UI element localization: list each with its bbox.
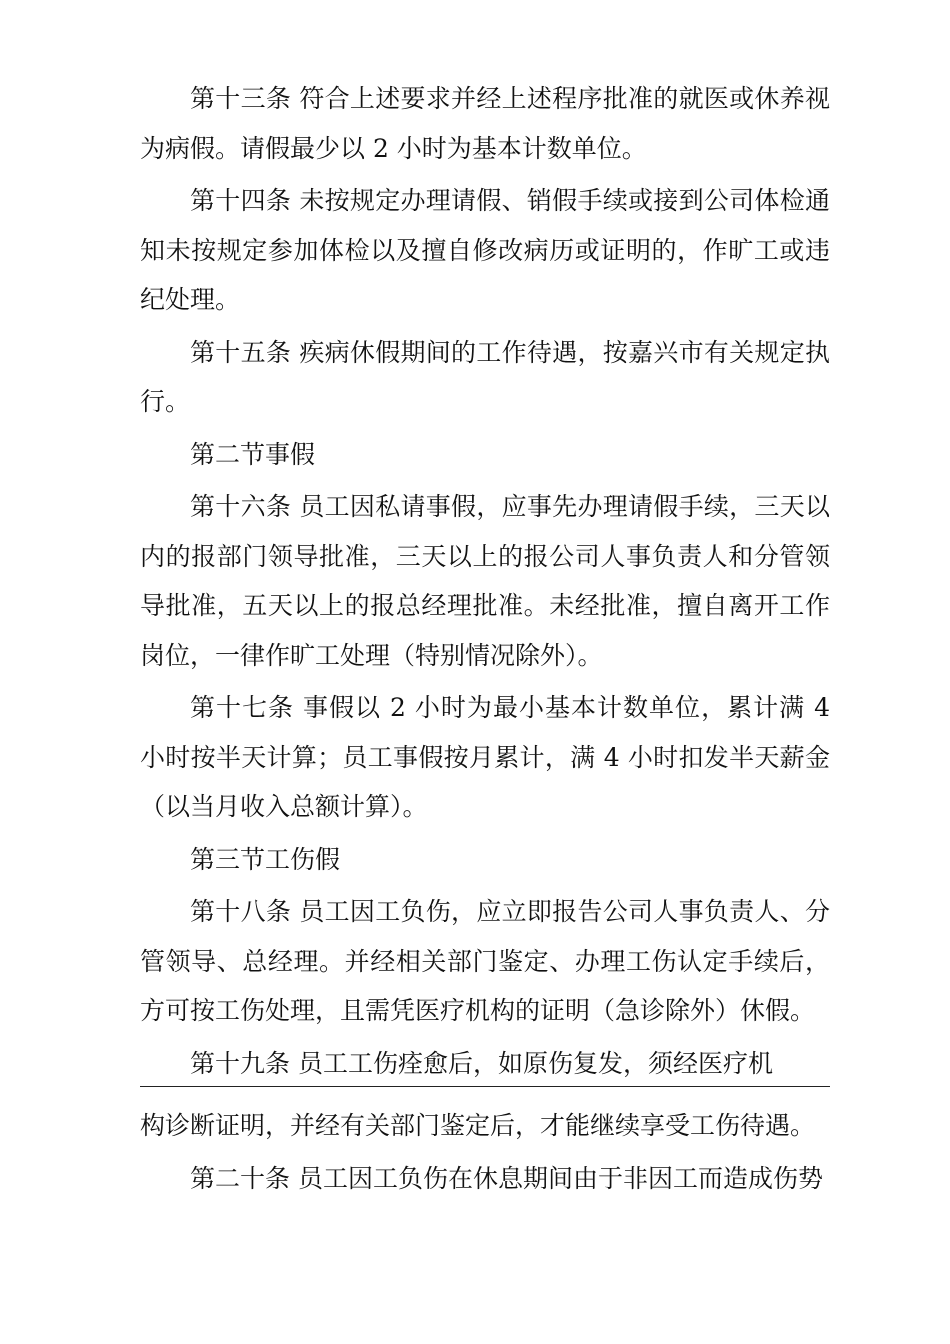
article-20: 第二十条 员工因工负伤在休息期间由于非因工而造成伤势	[190, 1163, 823, 1193]
document-body-bottom	[140, 1101, 830, 1206]
article-19-start: 第十九条 员工工伤痊愈后，如原伤复发，须经医疗机	[190, 1048, 773, 1078]
article-13: 第十三条 符合上述要求并经上述程序批准的就医或休养视为病假。请假最少以 2 小时为基本计数单位。	[140, 84, 830, 163]
document-body-top	[140, 74, 830, 1091]
section-heading-work-injury-leave: 第三节工伤假	[190, 844, 341, 874]
article-16: 第十六条 员工因私请事假，应事先办理请假手续，三天以内的报部门领导批准，三天以上的报公司人事负责人和分管领导批准，五天以上的报总经理批准。未经批准，擅自离开工作岗位，一律作旷工处理（特别情况除外）。	[140, 492, 830, 670]
article-19-continued: 构诊断证明，并经有关部门鉴定后，才能继续享受工伤待遇。	[140, 1111, 816, 1140]
section-heading-personal-leave: 第二节事假	[190, 439, 316, 469]
page-break-divider	[140, 1086, 830, 1087]
article-17: 第十七条 事假以 2 小时为最小基本计数单位，累计满 4 小时按半天计算；员工事假按月累计，满 4 小时扣发半天薪金（以当月收入总额计算）。	[140, 693, 830, 821]
article-15: 第十五条 疾病休假期间的工作待遇，按嘉兴市有关规定执行。	[140, 337, 830, 416]
article-14: 第十四条 未按规定办理请假、销假手续或接到公司体检通知未按规定参加体检以及擅自修改病历或证明的，作旷工或违纪处理。	[140, 186, 830, 314]
article-18: 第十八条 员工因工负伤，应立即报告公司人事负责人、分管领导、总经理。并经相关部门鉴定、办理工伤认定手续后，方可按工伤处理，且需凭医疗机构的证明（急诊除外）休假。	[140, 897, 830, 1025]
